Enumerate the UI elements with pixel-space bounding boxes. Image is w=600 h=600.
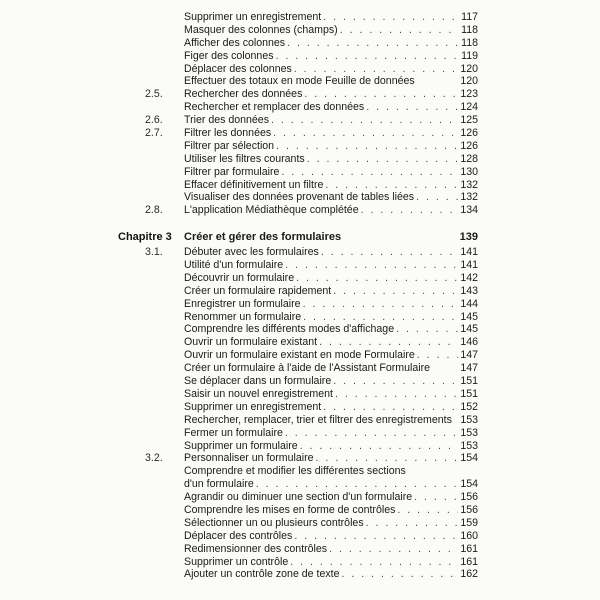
toc-entry <box>0 465 600 478</box>
entry-title: L'application Médiathèque complétée <box>184 204 359 217</box>
entry-text <box>184 88 478 101</box>
toc-entry <box>0 323 600 336</box>
dot-leader <box>307 153 458 166</box>
dot-leader <box>333 375 458 388</box>
page-number: 154 <box>460 478 478 491</box>
entry-title: Comprendre et modifier les différentes sections <box>184 465 406 478</box>
toc-entry <box>0 504 600 517</box>
page-number: 119 <box>461 49 478 62</box>
toc-entry <box>0 427 600 440</box>
entry-text <box>184 285 478 298</box>
page-number: 153 <box>460 413 478 426</box>
entry-title: Rechercher, remplacer, trier et filtrer des enregistrements <box>184 413 452 426</box>
toc-entry <box>0 179 600 192</box>
entry-title: Déplacer des colonnes <box>184 62 292 75</box>
page-number: 141 <box>460 246 478 259</box>
entry-title: Figer des colonnes <box>184 49 274 62</box>
entry-text <box>184 179 478 192</box>
page-number: 156 <box>460 503 478 516</box>
entry-text <box>184 75 478 88</box>
entry-title: Saisir un nouvel enregistrement <box>184 387 333 400</box>
toc-entry <box>0 114 600 127</box>
entry-text <box>184 556 478 569</box>
entry-title: Ouvrir un formulaire existant <box>184 336 318 349</box>
entry-title: Utiliser les filtres courants <box>184 152 305 165</box>
section-number: 3.1. <box>145 246 163 259</box>
entry-title: Supprimer un contrôle <box>184 555 289 568</box>
page-number: 162 <box>460 568 478 581</box>
entry-title: Afficher des colonnes <box>184 36 286 49</box>
toc-entry <box>0 127 600 140</box>
dot-leader <box>323 401 458 414</box>
entry-title: Rechercher et remplacer des données <box>184 101 365 114</box>
entry-text <box>184 543 478 556</box>
entry-text <box>184 401 478 414</box>
entry-title: Utilité d'un formulaire <box>184 259 284 272</box>
entry-text <box>184 349 478 362</box>
page-number: 118 <box>461 36 478 49</box>
dot-leader <box>294 63 458 76</box>
entry-text <box>184 11 478 24</box>
page-number: 124 <box>460 101 478 114</box>
toc-entry <box>0 414 600 427</box>
dot-leader <box>285 427 458 440</box>
entry-title: Filtrer les données <box>184 127 272 140</box>
page-number: 147 <box>460 349 478 362</box>
dot-leader <box>335 388 458 401</box>
dot-leader <box>294 530 458 543</box>
dot-leader <box>304 88 458 101</box>
entry-text <box>184 246 478 259</box>
dot-leader <box>323 11 458 24</box>
entry-title: Visualiser des données provenant de tables liées <box>184 191 415 204</box>
entry-title: Se déplacer dans un formulaire <box>184 375 332 388</box>
toc-entry <box>0 272 600 285</box>
dot-leader <box>271 114 458 127</box>
entry-title: Créer un formulaire rapidement <box>184 284 332 297</box>
entry-text <box>184 231 478 244</box>
entry-text <box>184 375 478 388</box>
entry-title: Supprimer un formulaire <box>184 439 298 452</box>
entry-title: Créer un formulaire à l'aide de l'Assistant Formulaire <box>184 362 431 375</box>
entry-title: Découvrir un formulaire <box>184 271 295 284</box>
toc-entry <box>0 401 600 414</box>
entry-title: Fermer un formulaire <box>184 426 283 439</box>
toc-entry <box>0 37 600 50</box>
toc-entry <box>0 568 600 581</box>
dot-leader <box>287 37 458 50</box>
toc-entry <box>0 452 600 465</box>
entry-title: Masquer des colonnes (champs) <box>184 23 338 36</box>
page-number: 151 <box>460 387 478 400</box>
dot-leader <box>397 504 458 517</box>
dot-leader <box>361 204 458 217</box>
entry-title: Effacer définitivement un filtre <box>184 178 324 191</box>
toc-entry <box>0 440 600 453</box>
entry-text <box>184 114 478 127</box>
toc-entry <box>0 478 600 491</box>
entry-text <box>184 452 478 465</box>
dot-leader <box>273 127 458 140</box>
dot-leader <box>296 272 458 285</box>
entry-text <box>184 504 478 517</box>
entry-title: Redimensionner des contrôles <box>184 542 328 555</box>
toc-entry <box>0 556 600 569</box>
entry-title: Créer et gérer des formulaires <box>184 231 342 244</box>
dot-leader <box>341 568 458 581</box>
chapter-heading <box>0 231 600 244</box>
dot-leader <box>276 140 458 153</box>
entry-text <box>184 388 478 401</box>
toc-entry <box>0 311 600 324</box>
page-number: 145 <box>460 310 478 323</box>
dot-leader <box>325 179 458 192</box>
toc-entry <box>0 491 600 504</box>
dot-leader <box>366 101 458 114</box>
dot-leader <box>329 543 458 556</box>
page-number: 128 <box>460 152 478 165</box>
page-number: 145 <box>460 323 478 336</box>
page-number: 117 <box>461 11 478 23</box>
entry-text <box>184 362 478 375</box>
toc-entry <box>0 204 600 217</box>
toc-entry <box>0 543 600 556</box>
page-number: 144 <box>460 297 478 310</box>
entry-title: Personnaliser un formulaire <box>184 452 314 465</box>
toc-entry <box>0 153 600 166</box>
dot-leader <box>396 323 458 336</box>
entry-title: Renommer un formulaire <box>184 310 302 323</box>
entry-title: d'un formulaire <box>184 478 254 491</box>
page-number: 161 <box>460 555 478 568</box>
entry-text <box>184 530 478 543</box>
entry-text <box>184 272 478 285</box>
toc-entry <box>0 11 600 24</box>
entry-title: Ouvrir un formulaire existant en mode Formulaire <box>184 349 415 362</box>
toc-entry <box>0 75 600 88</box>
entry-title: Ajouter un contrôle zone de texte <box>184 568 340 581</box>
section-number: 2.6. <box>145 114 163 127</box>
entry-title: Filtrer par sélection <box>184 139 275 152</box>
page-number: 152 <box>460 400 478 413</box>
toc-entry <box>0 63 600 76</box>
toc-entry <box>0 375 600 388</box>
page-number: 156 <box>460 491 478 504</box>
toc-entry <box>0 166 600 179</box>
page-number: 142 <box>460 271 478 284</box>
section-number: 3.2. <box>145 452 163 465</box>
entry-text <box>184 478 478 491</box>
dot-leader <box>340 24 458 37</box>
entry-title: Enregistrer un formulaire <box>184 297 301 310</box>
page-number: 130 <box>460 165 478 178</box>
dot-leader <box>333 285 458 298</box>
entry-text <box>184 101 478 114</box>
page-number: 161 <box>460 542 478 555</box>
toc-entry <box>0 285 600 298</box>
entry-text <box>184 440 478 453</box>
section-number: 2.5. <box>145 88 163 101</box>
page-number: 146 <box>460 336 478 349</box>
page-number: 143 <box>460 284 478 297</box>
entry-text <box>184 517 478 530</box>
dot-leader <box>303 298 458 311</box>
entry-text <box>184 259 478 272</box>
dot-leader <box>417 349 458 362</box>
toc-entry <box>0 517 600 530</box>
page-number: 154 <box>460 452 478 465</box>
toc-entry <box>0 259 600 272</box>
entry-text <box>184 37 478 50</box>
entry-text <box>184 166 478 179</box>
dot-leader <box>321 246 458 259</box>
page-number: 139 <box>459 231 478 244</box>
page-number: 160 <box>460 529 478 542</box>
page-number: 151 <box>460 375 478 388</box>
page-number: 118 <box>461 23 478 36</box>
entry-text <box>184 336 478 349</box>
toc-entry <box>0 24 600 37</box>
entry-text <box>184 323 478 336</box>
page-number: 141 <box>460 259 478 272</box>
toc-entry <box>0 349 600 362</box>
entry-text <box>184 427 478 440</box>
toc-entry <box>0 336 600 349</box>
dot-leader <box>290 556 458 569</box>
entry-text <box>184 491 478 504</box>
toc-entry <box>0 362 600 375</box>
entry-text <box>184 311 478 324</box>
page-number: 132 <box>460 191 478 204</box>
entry-text <box>184 414 478 427</box>
spacer <box>0 217 600 231</box>
entry-text <box>184 568 478 581</box>
entry-text <box>184 298 478 311</box>
dot-leader <box>256 478 458 491</box>
page-number: 126 <box>460 127 478 140</box>
dot-leader <box>366 517 458 530</box>
toc-entry <box>0 88 600 101</box>
page-number: 134 <box>460 204 478 217</box>
entry-title: Trier des données <box>184 114 269 127</box>
entry-title: Effectuer des totaux en mode Feuille de données <box>184 75 415 88</box>
entry-title: Supprimer un enregistrement <box>184 11 322 23</box>
entry-title: Débuter avec les formulaires <box>184 246 319 259</box>
page-number: 126 <box>460 139 478 152</box>
section-number: 2.8. <box>145 204 163 217</box>
toc-entry <box>0 101 600 114</box>
dot-leader <box>416 191 458 204</box>
entry-title: Déplacer des contrôles <box>184 529 293 542</box>
dot-leader <box>316 452 458 465</box>
chapter-label: Chapitre 3 <box>118 231 172 244</box>
entry-title: Agrandir ou diminuer une section d'un formulaire <box>184 491 413 504</box>
entry-text <box>184 153 478 166</box>
toc-entry <box>0 298 600 311</box>
table-of-contents <box>0 11 600 581</box>
dot-leader <box>319 336 458 349</box>
entry-title: Comprendre les mises en forme de contrôles <box>184 503 396 516</box>
dot-leader <box>300 440 458 453</box>
entry-text <box>184 127 478 140</box>
entry-text <box>184 204 478 217</box>
page-number: 123 <box>460 88 478 101</box>
page-number: 153 <box>460 439 478 452</box>
toc-entry <box>0 191 600 204</box>
entry-title: Comprendre les différents modes d'affichage <box>184 323 395 336</box>
dot-leader <box>285 259 458 272</box>
entry-title: Sélectionner un ou plusieurs contrôles <box>184 516 364 529</box>
entry-text <box>184 63 478 76</box>
toc-entry <box>0 388 600 401</box>
entry-text <box>184 191 478 204</box>
dot-leader <box>414 491 458 504</box>
page-number: 132 <box>460 178 478 191</box>
page-number: 147 <box>460 362 478 375</box>
entry-text <box>184 140 478 153</box>
dot-leader <box>276 50 458 63</box>
page-number: 159 <box>460 516 478 529</box>
toc-entry <box>0 530 600 543</box>
entry-text <box>184 50 478 63</box>
entry-text <box>184 24 478 37</box>
toc-entry <box>0 140 600 153</box>
entry-title: Filtrer par formulaire <box>184 165 280 178</box>
section-number: 2.7. <box>145 127 163 140</box>
entry-text <box>184 465 478 478</box>
page-number: 120 <box>460 75 478 88</box>
toc-entry <box>0 50 600 63</box>
page-number: 120 <box>460 62 478 75</box>
dot-leader <box>303 311 458 324</box>
page-number: 153 <box>460 426 478 439</box>
toc-entry <box>0 246 600 259</box>
entry-title: Rechercher des données <box>184 88 303 101</box>
entry-title: Supprimer un enregistrement <box>184 400 322 413</box>
dot-leader <box>281 166 458 179</box>
page-number: 125 <box>460 114 478 127</box>
